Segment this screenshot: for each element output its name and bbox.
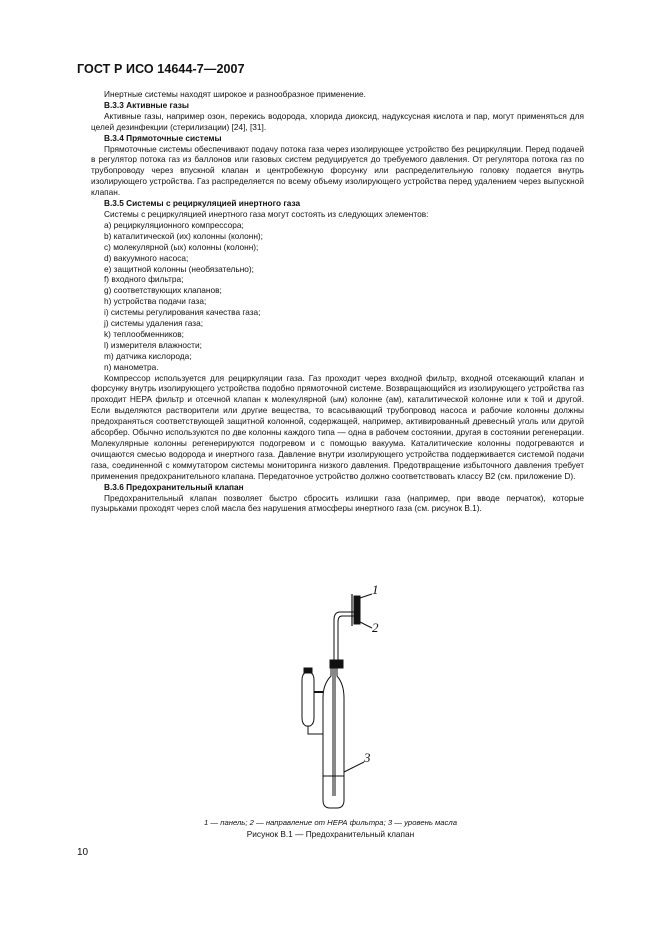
section-b35-body: Компрессор используется для рециркуляции газа. Газ проходит через входной фильтр, входной отсекающий клапан и форсунку внутрь изолирующего устройства подобно прямоточной системе. Возвращающийся из изолирующего устройства газ проходит НЕРА фильтр и отсечной клапан к молекулярной (ым) колонне (ам), каталитической колонне или к той и другой. Если выделяются растворители или другие вещества, то всасывающий трубопровод насоса и рабочие колонны должны предохраняться соответствующей защитной колонной, содержащей, например, активированный древесный уголь или другой абсорбер. Обычно используются по две колонны каждого типа — одна в рабочем состоянии, другая в состоянии регенерации. Молекулярные колонны регенерируются подогревом и с помощью вакуума. Каталитические колонны подогреваются и очищаются смесью водорода и инертного газа. Давление внутри изолирующего устройства поддерживается системой подачи газа, соединенной с коммутатором системы мониторинга низкого давления. Предотвращение избыточного давления требует применения предохранительного клапана. Передаточное устройство должно соответствовать классу В2 (см. приложение D). [91,372,584,481]
list-item: l) измерителя влажности; [104,339,202,350]
side-connection-bottom [308,726,323,734]
safety-valve-figure [280,582,400,812]
figure-legend: 1 — панель; 2 — направление от НЕРА фильтра; 3 — уровень масла [203,818,458,827]
leader-line-2 [360,622,372,628]
page-number: 10 [77,847,89,858]
list-item: i) системы регулирования качества газа; [104,307,261,318]
section-b35-heading: В.3.5 Системы с рециркуляцией инертного газа [104,198,301,209]
side-chamber-cap [304,668,312,673]
panel-block [354,596,360,624]
section-b36-text: Предохранительный клапан позволяет быстро сбросить излишки газа (например, при вводе перчаток), которые пузырьками проходят через слой масла без нарушения атмосферы инертного газа (см. рисунок В.1). [91,492,584,514]
leader-line-1 [360,594,372,598]
list-item: m) датчика кислорода; [104,350,192,361]
list-item: f) входного фильтра; [104,274,184,285]
document-header: ГОСТ Р ИСО 14644-7—2007 [77,62,245,76]
leader-line-3 [344,762,364,772]
figure-label-2: 2 [372,620,379,635]
document-body [91,89,584,514]
list-item: g) соответствующих клапанов; [104,285,222,296]
section-b34-text: Прямоточные системы обеспечивают подачу потока газа через изолирующее устройство без рециркуляции. Перед подачей в регулятор потока газ из баллонов или газовых систем редуцируется до требуемого давления. От регулятора потока газ по трубопроводу через впускной клапан и центробежную форсунку или распределительную головку подается внутрь изолирующего устройства. Газ распределяется по всему объему изолирующего устройства перед удалением через выпускной клапан. [91,143,584,198]
list-item: n) манометра. [104,361,159,372]
side-chamber [302,672,314,726]
figure-label-1: 1 [372,582,379,597]
list-item: d) вакуумного насоса; [104,252,189,263]
element-list [91,220,584,373]
list-item: h) устройства подачи газа; [104,296,207,307]
figure-label-3: 3 [364,750,371,765]
figure-caption: Рисунок В.1 — Предохранительный клапан [246,829,415,839]
section-b34-heading: В.3.4 Прямоточные системы [104,132,222,143]
section-b35-intro: Системы с рециркуляцией инертного газа могут состоять из следующих элементов: [104,208,429,219]
list-item: a) рециркуляционного компрессора; [104,219,244,230]
connector-fitting [330,660,343,668]
section-b33-heading: В.3.3 Активные газы [104,99,189,110]
list-item: b) каталитической (их) колонны (колонн); [104,230,263,241]
section-b33-text: Активные газы, например озон, перекись водорода, хлорида диоксид, надуксусная кислота и пар, могут применяться для целей дезинфекции (стерилизации) [24], [31]. [91,110,584,132]
list-item: j) системы удаления газа; [104,318,204,329]
list-item: c) молекулярной (ых) колонны (колонн); [104,241,259,252]
section-b36-heading: В.3.6 Предохранительный клапан [104,481,244,492]
intro-paragraph: Инертные системы находят широкое и разнообразное применение. [104,89,366,99]
list-item: k) теплообменников; [104,328,184,339]
inlet-pipe-outer [334,612,354,662]
list-item: e) защитной колонны (необязательно); [104,263,254,274]
